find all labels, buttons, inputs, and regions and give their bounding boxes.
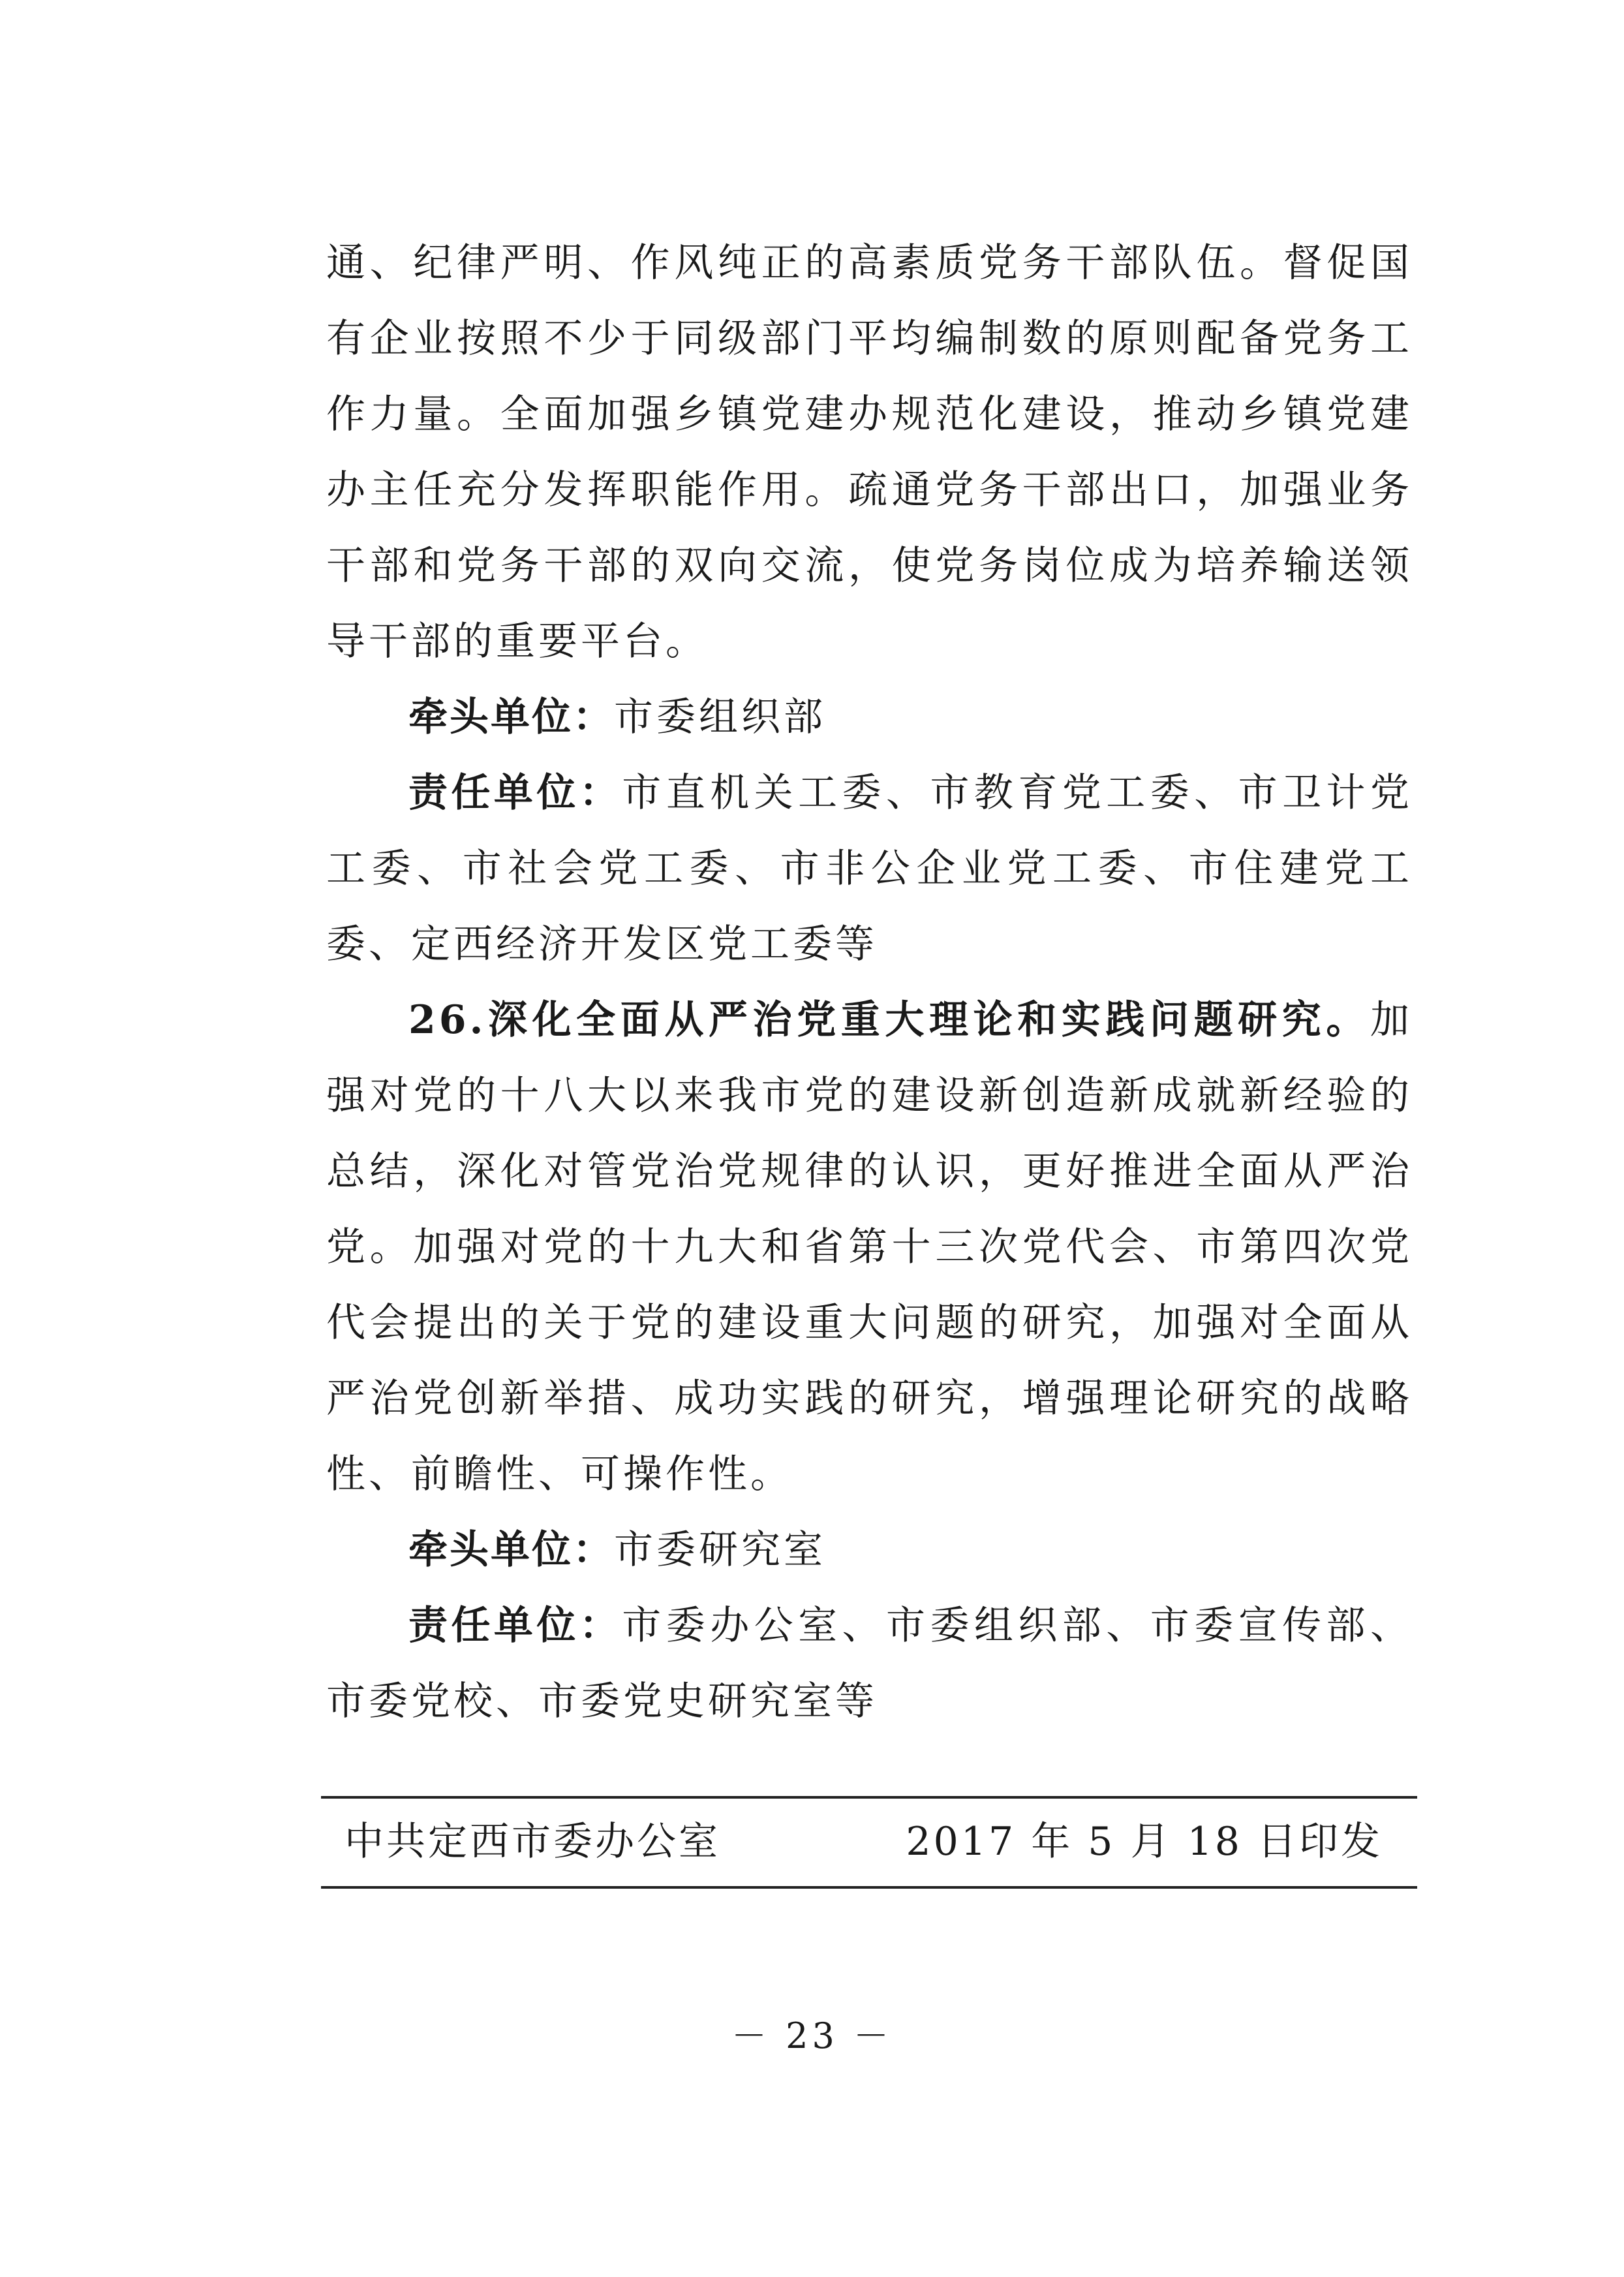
lead-unit-value: 市委组织部: [614, 694, 826, 740]
footer-bottom-rule: [321, 1886, 1417, 1889]
paragraph-continuation: [326, 225, 1413, 679]
item-26-body: 加强对党的十八大以来我市党的建设新创造新成就新经验的总结，深化对管党治党规律的认识，更好推进全面从严治党。加强对党的十九大和省第十三次党代会、市第四次党代会提出的关于党的建设重大问题的研究，加强对全面从严治党创新举措、成功实践的研究，增强理论研究的战略性、前瞻性、可操作性。: [326, 997, 1413, 1497]
page-number: － 23 －: [731, 2015, 893, 2056]
footer-issuer: 中共定西市委办公室: [345, 1819, 720, 1865]
item-26-heading: 26.深化全面从严治党重大理论和实践问题研究。: [408, 997, 1370, 1043]
lead-unit-label-2: 牵头单位：: [408, 1527, 614, 1573]
lead-unit-label: 牵头单位：: [408, 694, 614, 740]
document-body: [326, 225, 1413, 1739]
responsible-unit-label-2: 责任单位：: [408, 1603, 622, 1649]
lead-unit-value-2: 市委研究室: [614, 1527, 826, 1573]
responsible-unit-label: 责任单位：: [408, 770, 622, 816]
footer-top-rule: [321, 1796, 1417, 1799]
lead-unit-line: [326, 679, 1413, 755]
lead-unit-line-2: [326, 1512, 1413, 1588]
footer-issue-date: 2017 年 5 月 18 日印发: [906, 1819, 1383, 1865]
responsible-unit-line-2: [326, 1588, 1413, 1739]
responsible-unit-value-2: 市委办公室、市委组织部、市委宣传部、市委党校、市委党史研究室等: [326, 1603, 1413, 1724]
responsible-unit-value: 市直机关工委、市教育党工委、市卫计党工委、市社会党工委、市非公企业党工委、市住建党工委、定西经济开发区党工委等: [326, 770, 1413, 967]
paragraph-text: 通、纪律严明、作风纯正的高素质党务干部队伍。督促国有企业按照不少于同级部门平均编制数的原则配备党务工作力量。全面加强乡镇党建办规范化建设，推动乡镇党建办主任充分发挥职能作用。疏通党务干部出口，加强业务干部和党务干部的双向交流，使党务岗位成为培养输送领导干部的重要平台。: [326, 240, 1413, 664]
item-26-paragraph: [326, 982, 1413, 1512]
responsible-unit-line: [326, 755, 1413, 982]
